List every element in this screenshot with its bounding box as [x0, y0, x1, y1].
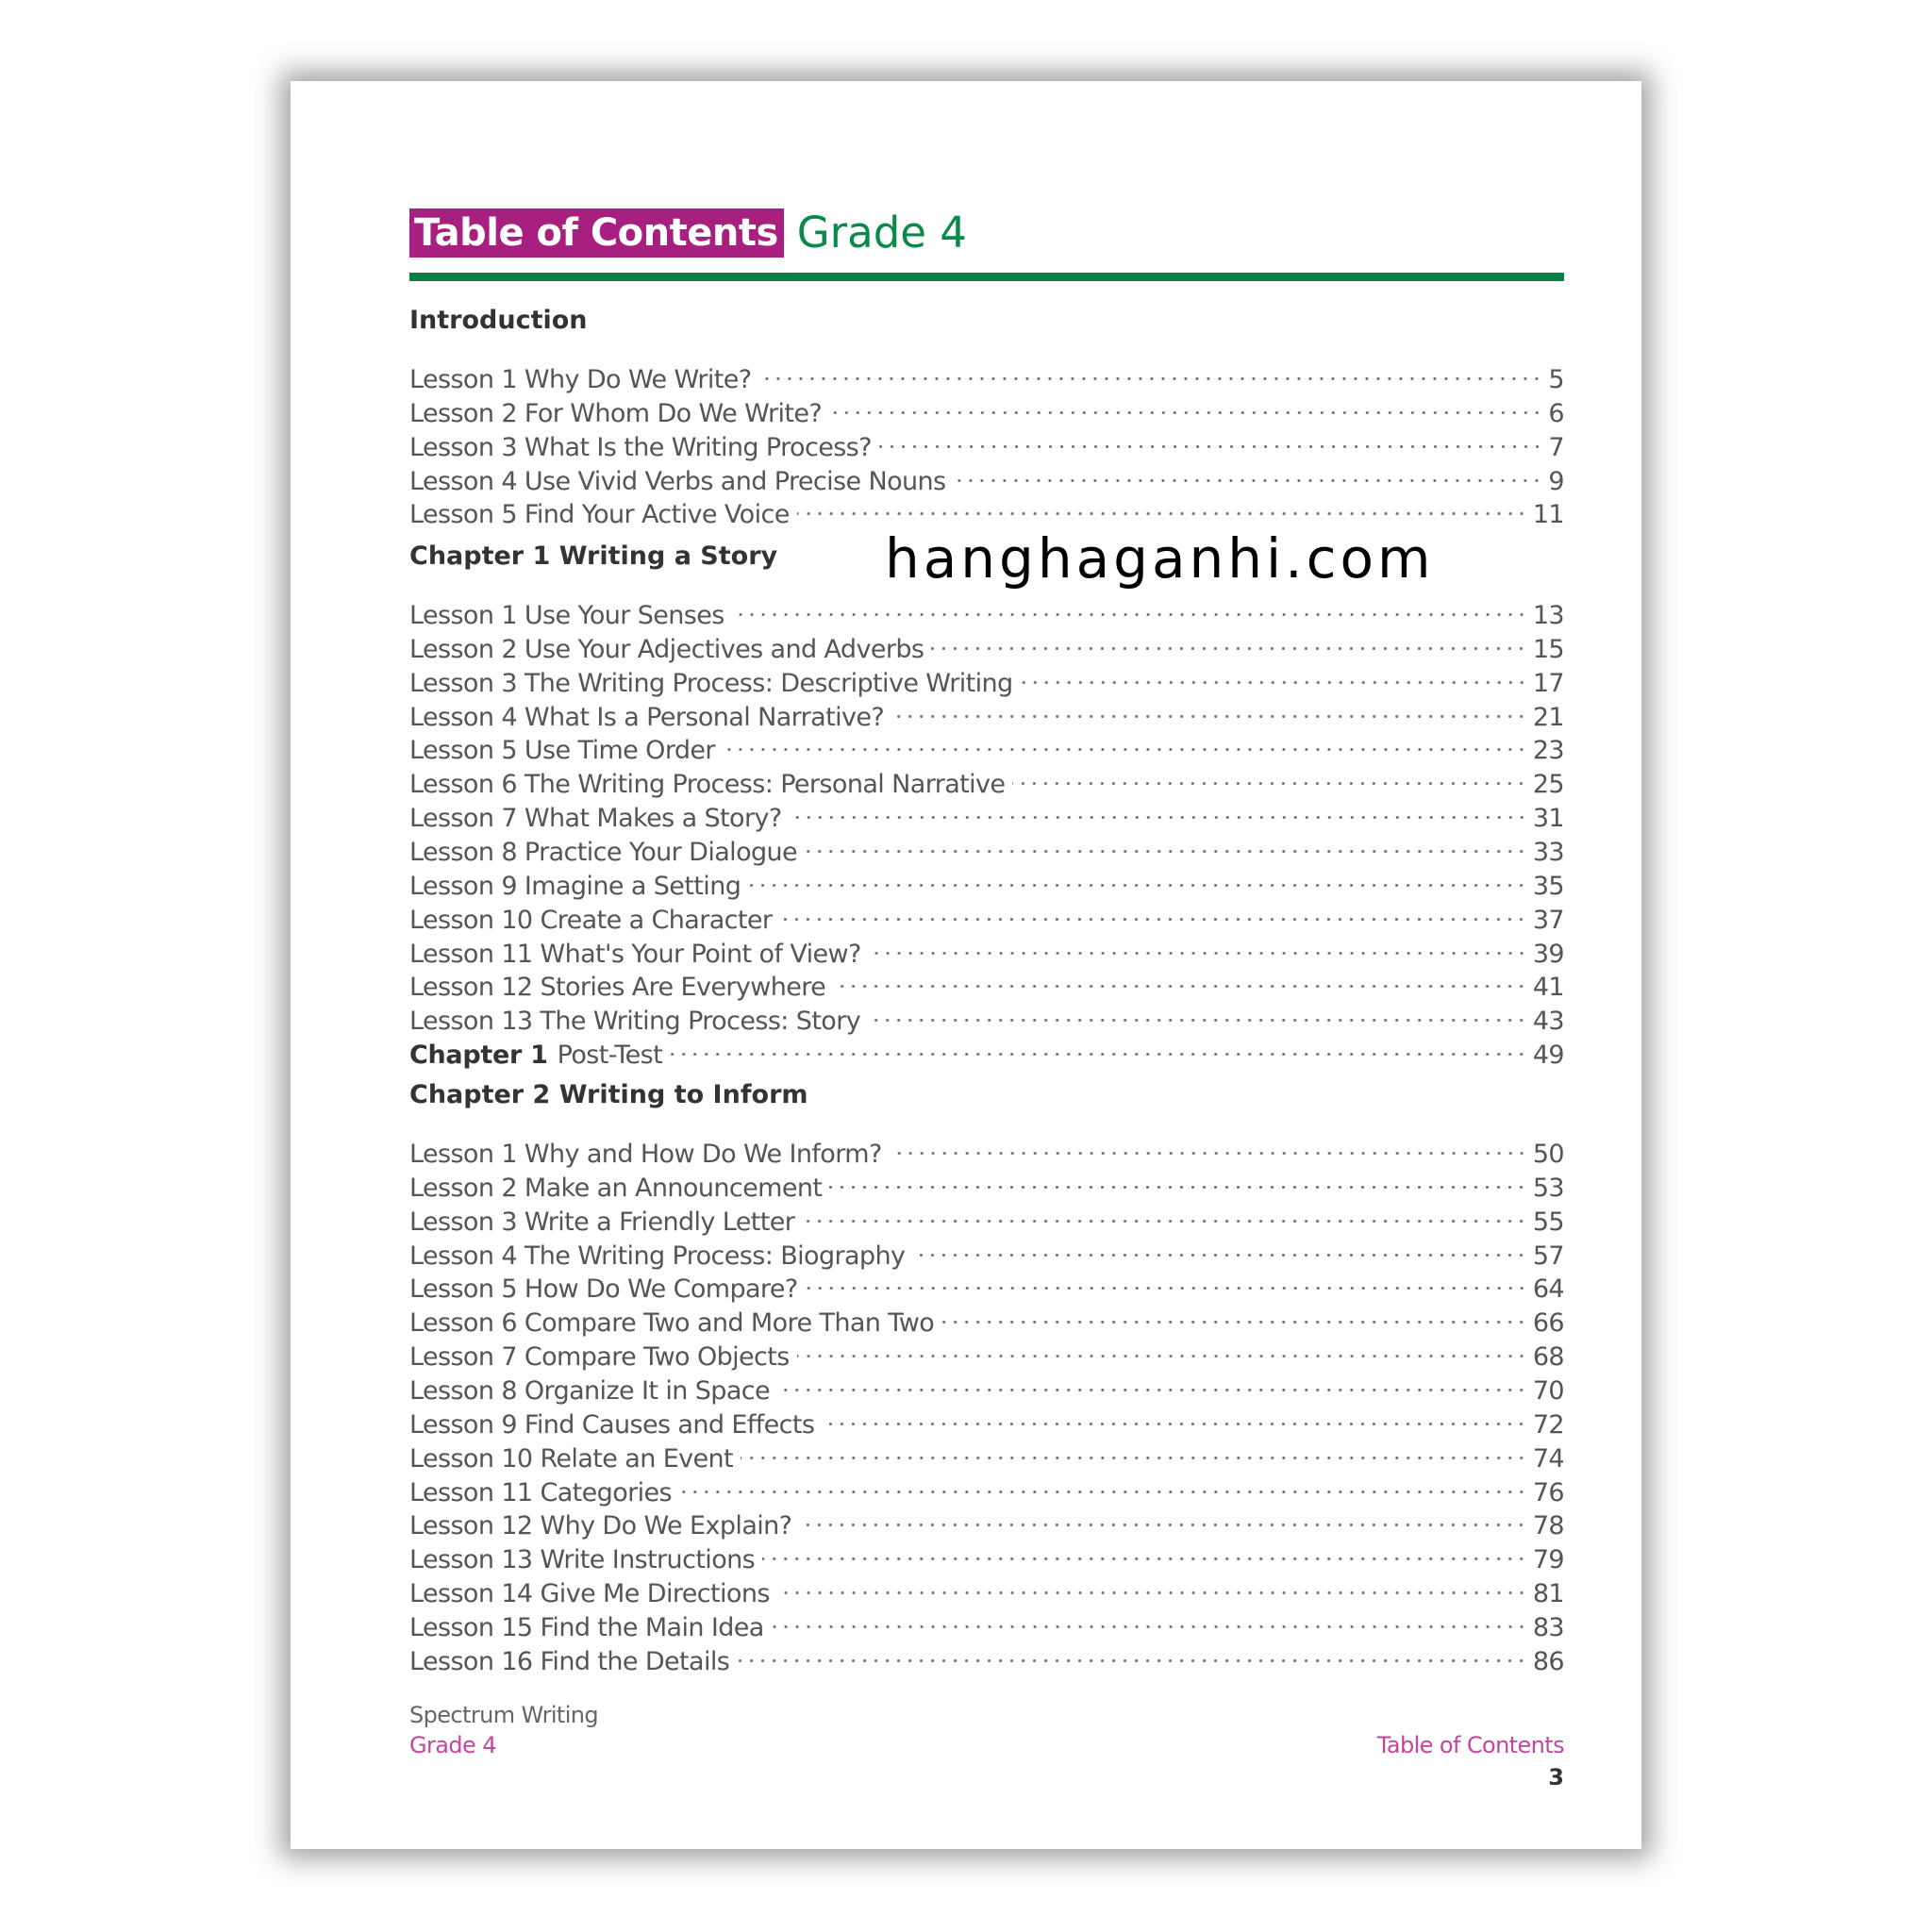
dot-leader — [737, 1435, 1529, 1467]
toc-entry[interactable] — [409, 862, 1564, 901]
dot-leader — [829, 963, 1529, 995]
dot-leader — [758, 1536, 1529, 1568]
dot-leader — [865, 930, 1529, 962]
toc-entry-title: Lesson 11 What's Your Point of View? — [409, 939, 861, 969]
toc-entry-page-number: 13 — [1532, 601, 1564, 630]
dot-leader — [825, 1164, 1528, 1196]
section-heading: Chapter 1 Writing a Story — [409, 541, 778, 571]
dot-leader — [802, 1265, 1529, 1297]
footer-book-title: Spectrum Writing — [409, 1702, 599, 1728]
dot-leader — [666, 1031, 1529, 1063]
toc-entry-chapter-label: Chapter 1 — [409, 1041, 548, 1071]
toc-entry-page-number: 66 — [1532, 1308, 1564, 1339]
toc-entry-page-number: 21 — [1532, 702, 1564, 732]
toc-entry-page-number: 7 — [1548, 432, 1564, 462]
toc-entry-page-number: 11 — [1532, 500, 1564, 530]
toc-entry-page-number: 76 — [1532, 1477, 1564, 1507]
toc-entry[interactable] — [409, 726, 1564, 766]
toc-entry[interactable] — [409, 491, 1564, 530]
toc-entry[interactable] — [409, 1031, 1564, 1071]
toc-entry[interactable] — [409, 1232, 1564, 1271]
toc-entry-page-number: 83 — [1532, 1612, 1564, 1642]
toc-entry-title: Lesson 4 The Writing Process: Biography — [409, 1241, 906, 1271]
dot-leader — [875, 424, 1545, 456]
toc-entry-title: Lesson 3 What Is the Writing Process? — [409, 432, 872, 462]
toc-entry[interactable] — [409, 1570, 1564, 1609]
toc-entry-page-number: 55 — [1532, 1207, 1564, 1237]
toc-entry-title: Lesson 12 Why Do We Explain? — [409, 1511, 792, 1541]
toc-entry-page-number: 70 — [1532, 1375, 1564, 1406]
toc-entry[interactable] — [409, 1502, 1564, 1541]
footer-page-number: 3 — [1548, 1764, 1564, 1790]
footer-section: Table of Contents — [1376, 1732, 1564, 1758]
toc-entry-page-number: 79 — [1532, 1545, 1564, 1575]
page-title — [409, 208, 967, 258]
toc-entry-title: Lesson 4 What Is a Personal Narrative? — [409, 702, 885, 732]
toc-entry[interactable] — [409, 659, 1564, 698]
toc-entry[interactable] — [409, 1299, 1564, 1339]
toc-entry-title: Lesson 13 Write Instructions — [409, 1545, 756, 1575]
toc-entry-page-number: 78 — [1532, 1511, 1564, 1541]
dot-leader — [888, 693, 1529, 725]
toc-entry-page-number: 9 — [1548, 466, 1564, 496]
toc-entry-title: Lesson 3 The Writing Process: Descriptive Writing — [409, 668, 1013, 698]
dot-leader — [938, 1299, 1529, 1331]
toc-entry-title: Lesson 6 Compare Two and More Than Two — [409, 1308, 935, 1339]
toc-entry[interactable] — [409, 1536, 1564, 1575]
dot-leader — [795, 1502, 1528, 1534]
toc-entry[interactable] — [409, 1367, 1564, 1406]
toc-entry-title: Lesson 13 The Writing Process: Story — [409, 1007, 861, 1037]
dot-leader — [949, 458, 1544, 490]
dot-leader — [774, 1367, 1529, 1399]
toc-entry[interactable] — [409, 760, 1564, 800]
section-heading: Introduction — [409, 306, 588, 335]
dot-leader — [864, 997, 1529, 1029]
toc-entry[interactable] — [409, 458, 1564, 496]
toc-entry-title: Lesson 14 Give Me Directions — [409, 1579, 770, 1609]
toc-entry-page-number: 68 — [1532, 1342, 1564, 1373]
toc-entry[interactable] — [409, 1401, 1564, 1440]
toc-entry-page-number: 41 — [1532, 973, 1564, 1003]
dot-leader — [675, 1469, 1529, 1501]
toc-entry[interactable] — [409, 390, 1564, 428]
dot-leader — [733, 1638, 1529, 1670]
toc-entry-title: Lesson 5 Use Time Order — [409, 736, 715, 766]
toc-entry-title: Lesson 6 The Writing Process: Personal Narrative — [409, 770, 1006, 800]
toc-entry-title: Lesson 4 Use Vivid Verbs and Precise Nouns — [409, 466, 946, 496]
toc-entry-page-number: 81 — [1532, 1579, 1564, 1609]
toc-entry-title: Lesson 12 Stories Are Everywhere — [409, 973, 826, 1003]
toc-entry-page-number: 74 — [1532, 1443, 1564, 1474]
toc-entry[interactable] — [409, 1130, 1564, 1169]
toc-entry[interactable] — [409, 997, 1564, 1037]
dot-leader — [768, 1604, 1529, 1636]
dot-leader — [801, 828, 1529, 860]
toc-entry-page-number: 31 — [1532, 804, 1564, 834]
toc-entry-page-number: 49 — [1532, 1041, 1564, 1071]
toc-entry[interactable] — [409, 896, 1564, 935]
toc-entry[interactable] — [409, 1265, 1564, 1305]
dot-leader — [775, 896, 1528, 928]
toc-entry-title: Lesson 2 For Whom Do We Write? — [409, 398, 823, 428]
toc-entry[interactable] — [409, 794, 1564, 834]
toc-entry-page-number: 15 — [1532, 634, 1564, 664]
toc-entry[interactable] — [409, 625, 1564, 664]
toc-entry-page-number: 64 — [1532, 1274, 1564, 1305]
toc-entry[interactable] — [409, 1198, 1564, 1237]
watermark: hanghaganhi.com — [885, 526, 1435, 591]
dot-leader — [744, 862, 1529, 894]
toc-entry-title: Lesson 1 Use Your Senses — [409, 601, 724, 630]
dot-leader — [927, 625, 1528, 658]
toc-entry[interactable] — [409, 1435, 1564, 1474]
dot-leader — [1008, 760, 1528, 792]
toc-entry-page-number: 39 — [1532, 939, 1564, 969]
toc-entry-title: Post-Test — [557, 1041, 663, 1071]
toc-entry-page-number: 57 — [1532, 1241, 1564, 1271]
toc-entry-title: Lesson 15 Find the Main Idea — [409, 1612, 764, 1642]
toc-entry[interactable] — [409, 1469, 1564, 1507]
toc-entry[interactable] — [409, 424, 1564, 462]
toc-entry-title: Lesson 7 Compare Two Objects — [409, 1342, 790, 1373]
toc-entry[interactable] — [409, 1604, 1564, 1642]
toc-entry-page-number: 72 — [1532, 1409, 1564, 1440]
toc-entry[interactable] — [409, 828, 1564, 867]
toc-entry[interactable] — [409, 1333, 1564, 1373]
toc-entry[interactable] — [409, 1638, 1564, 1676]
dot-leader — [793, 1333, 1529, 1365]
toc-entry-page-number: 86 — [1532, 1646, 1564, 1676]
dot-leader — [886, 1130, 1529, 1162]
dot-leader — [755, 356, 1544, 388]
toc-entry-title: Lesson 10 Create a Character — [409, 905, 773, 935]
toc-entry-page-number: 23 — [1532, 736, 1564, 766]
dot-leader — [719, 726, 1529, 758]
toc-entry-page-number: 43 — [1532, 1007, 1564, 1037]
toc-entry[interactable] — [409, 591, 1564, 630]
toc-entry-page-number: 53 — [1532, 1173, 1564, 1203]
toc-entry[interactable] — [409, 356, 1564, 394]
title-grade: Grade 4 — [796, 208, 967, 258]
toc-entry-title: Lesson 9 Imagine a Setting — [409, 871, 741, 901]
dot-leader — [798, 1198, 1529, 1230]
toc-entry-title: Lesson 7 What Makes a Story? — [409, 804, 782, 834]
toc-entry-page-number: 17 — [1532, 668, 1564, 698]
toc-entry[interactable] — [409, 693, 1564, 732]
toc-entry-title: Lesson 8 Practice Your Dialogue — [409, 837, 798, 867]
toc-entry-page-number: 37 — [1532, 905, 1564, 935]
toc-entry-title: Lesson 9 Find Causes and Effects — [409, 1409, 815, 1440]
toc-entry-title: Lesson 10 Relate an Event — [409, 1443, 734, 1474]
title-banner: Table of Contents — [409, 208, 784, 258]
toc-entry-page-number: 6 — [1548, 398, 1564, 428]
footer-grade: Grade 4 — [409, 1732, 496, 1758]
toc-entry-title: Lesson 1 Why Do We Write? — [409, 365, 752, 394]
toc-entry-page-number: 35 — [1532, 871, 1564, 901]
dot-leader — [786, 794, 1529, 826]
toc-entry-title: Lesson 5 Find Your Active Voice — [409, 500, 790, 530]
section-heading: Chapter 2 Writing to Inform — [409, 1080, 808, 1109]
dot-leader — [1017, 659, 1529, 691]
toc-entry-title: Lesson 11 Categories — [409, 1477, 672, 1507]
toc-entry-title: Lesson 1 Why and How Do We Inform? — [409, 1140, 882, 1169]
dot-leader — [774, 1570, 1529, 1602]
toc-entry-title: Lesson 8 Organize It in Space — [409, 1375, 771, 1406]
toc-entry-page-number: 33 — [1532, 837, 1564, 867]
dot-leader — [818, 1401, 1528, 1433]
toc-entry[interactable] — [409, 963, 1564, 1003]
toc-entry[interactable] — [409, 1164, 1564, 1203]
toc-entry-title: Lesson 16 Find the Details — [409, 1646, 730, 1676]
dot-leader — [908, 1232, 1528, 1264]
title-divider — [409, 273, 1564, 281]
toc-entry[interactable] — [409, 930, 1564, 969]
toc-entry-page-number: 25 — [1532, 770, 1564, 800]
dot-leader — [793, 491, 1529, 523]
toc-entry-title: Lesson 5 How Do We Compare? — [409, 1274, 798, 1305]
toc-entry-title: Lesson 2 Use Your Adjectives and Adverbs — [409, 634, 924, 664]
toc-entry-title: Lesson 3 Write a Friendly Letter — [409, 1207, 795, 1237]
dot-leader — [825, 390, 1544, 422]
toc-entry-title: Lesson 2 Make an Announcement — [409, 1173, 823, 1203]
toc-entry-page-number: 50 — [1532, 1140, 1564, 1169]
dot-leader — [728, 591, 1529, 624]
toc-entry-page-number: 5 — [1548, 365, 1564, 394]
